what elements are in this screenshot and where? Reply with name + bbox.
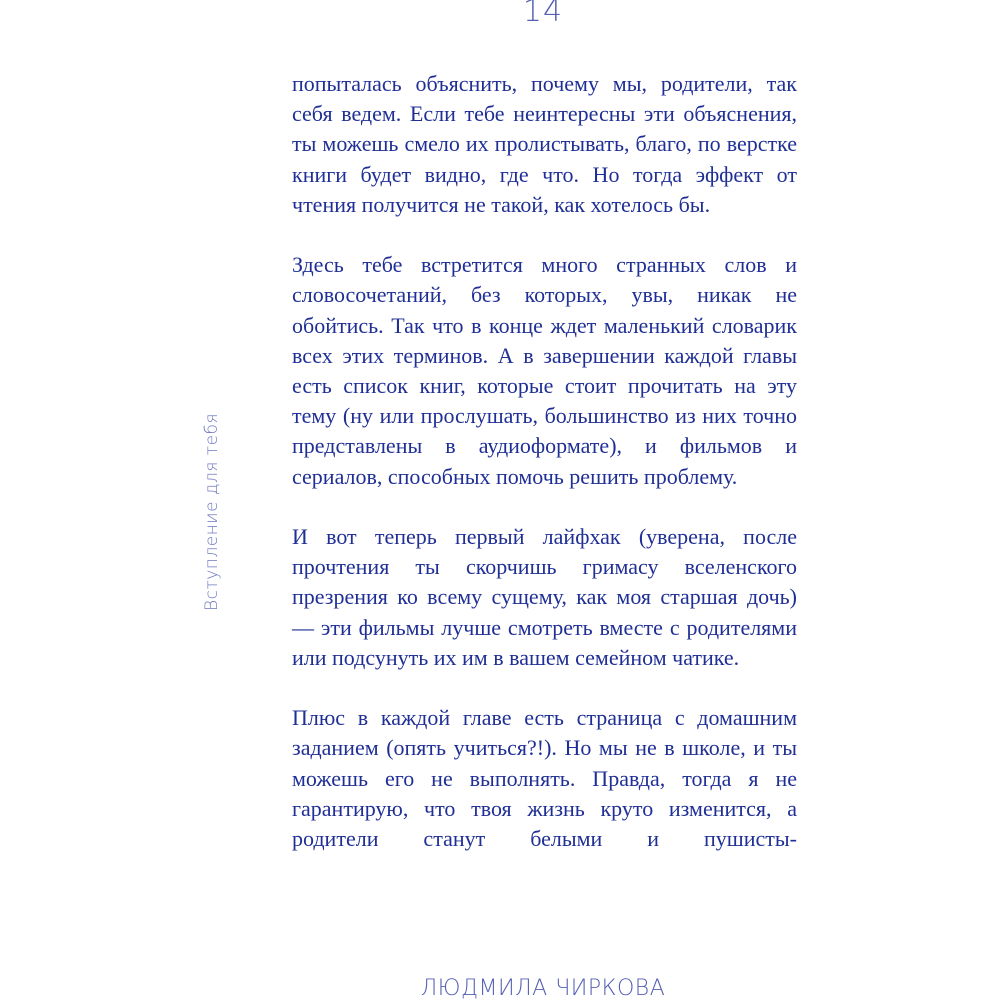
- paragraph: попыталась объяснить, почему мы, родители, так себя ведем. Если тебе неинтересны эти объяснения, ты можешь смело их пролистывать, благо, по верстке книги будет видно, где что. Но тогда эффект от чтения получится не такой, как хотелось бы.: [292, 71, 797, 217]
- text-column: [292, 69, 797, 884]
- author-footer: ЛЮДМИЛА ЧИРКОВА: [420, 976, 666, 1001]
- page-number: 14: [522, 0, 564, 29]
- paragraph: И вот теперь первый лайфхак (уверена, после прочтения ты скорчишь гримасу вселенского презрения ко всему сущему, как моя старшая дочь) — эти фильмы лучше смотреть вместе с родителями или подсунуть их им в вашем семейном чатике.: [292, 524, 797, 670]
- running-head: Вступление для тебя: [202, 412, 222, 612]
- paragraph: Здесь тебе встретится много странных слов и словосочетаний, без которых, увы, никак не обойтись. Так что в конце ждет маленький словарик всех этих терминов. А в завершении каждой главы есть список книг, которые стоит прочитать на эту тему (ну или прослушать, большинство из них точно представлены в аудиоформате), и фильмов и сериалов, способных помочь решить проблему.: [292, 252, 797, 489]
- paragraph: Плюс в каждой главе есть страница с домашним заданием (опять учиться?!). Но мы не в школе, и ты можешь его не выполнять. Правда, тогда я не гарантирую, что твоя жизнь круто изменится, а родители станут белыми и пушисты-: [292, 705, 797, 852]
